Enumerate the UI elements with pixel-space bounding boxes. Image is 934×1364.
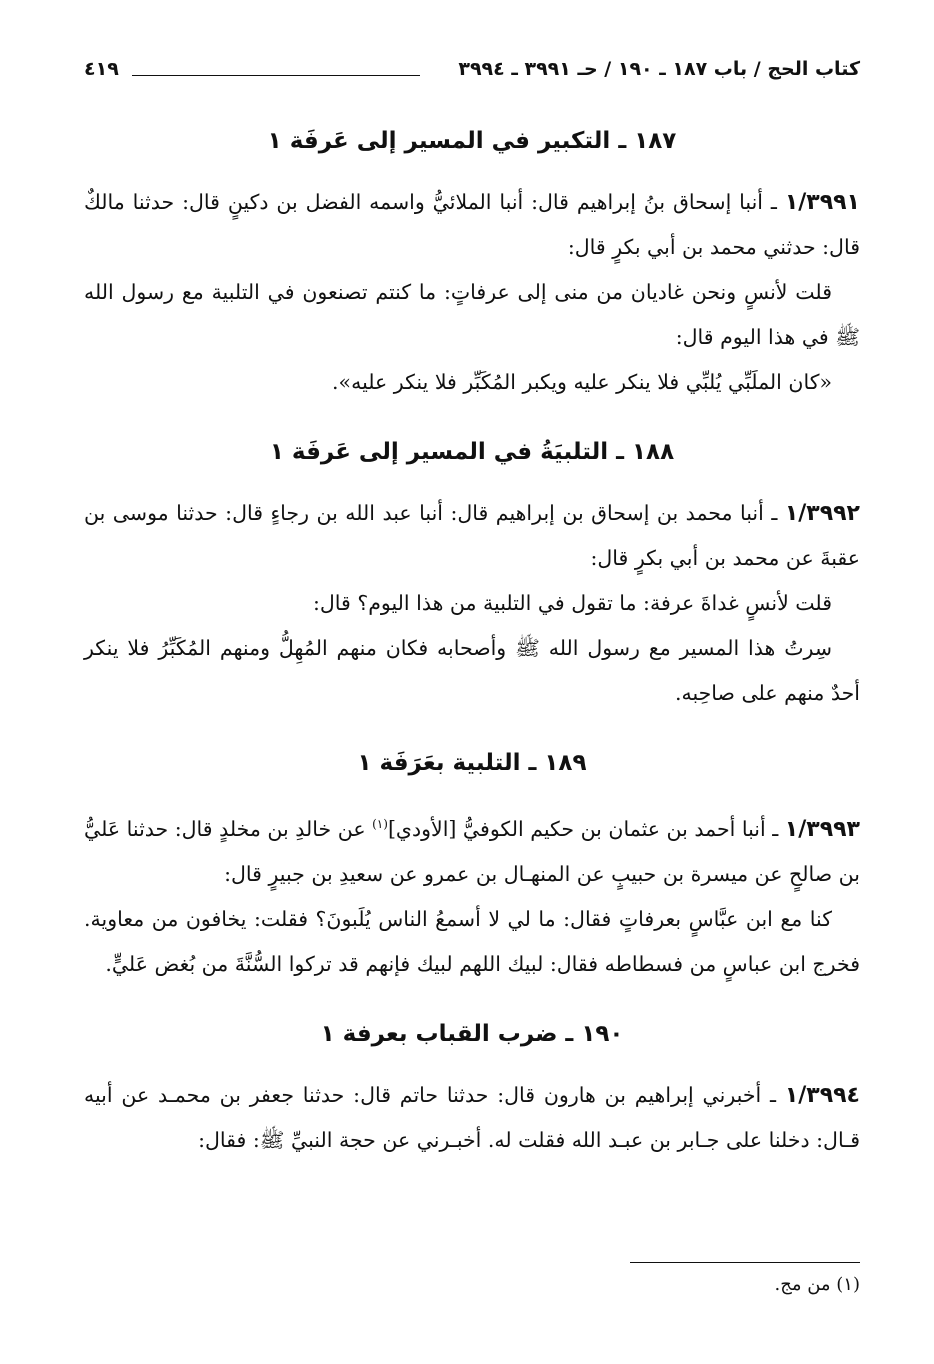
page-number: ٤١٩: [84, 58, 119, 80]
isnad-text-continued: عن خالدِ بن مخلدٍ قال: حدثنا عَليُّ بن صالحٍ عن ميسرة بن حبيبٍ عن المنهـال بن عمرو عن سعيدِ بن جبيرٍ قال:: [84, 816, 860, 886]
hadith-text: قلت لأنسٍ ونحن غاديان من منى إلى عرفاتٍ: ما كنتم تصنعون في التلبية مع رسول الله ﷺ في هذا اليوم قال:: [84, 280, 860, 349]
running-head-rule: [132, 75, 420, 76]
hadith-3991: [84, 180, 860, 405]
running-head: [84, 50, 860, 90]
hadith-number: ١/٣٩٩٢: [784, 501, 860, 526]
isnad-text: ـ أنبا محمد بن إسحاق بن إبراهيم قال: أنبا عبد الله بن رجاءٍ قال: حدثنا موسى بن عقبةَ عن محمد بن أبي بكرٍ قال:: [84, 501, 860, 570]
footnote: (١) من مج.: [774, 1274, 860, 1295]
hadith-number: ١/٣٩٩١: [784, 190, 860, 215]
hadith-text: كنا مع ابن عبَّاسٍ بعرفاتٍ فقال: ما لي لا أسمعُ الناس يُلَبونَ؟ فقلت: يخافون من معاوية. فخرج ابن عباسٍ من فسطاطه فقال: لبيك اللهم لبيك فإنهم قد تركوا السُّنَّةَ من بُغض عَليٍّ.: [84, 906, 860, 976]
hadith-text: قلت لأنسٍ غداةَ عرفة: ما تقول في التلبية من هذا اليوم؟ قال:: [312, 591, 832, 615]
hadith-3993: [84, 802, 860, 987]
footnote-marker[interactable]: (١): [372, 817, 388, 831]
hadith-number: ١/٣٩٩٤: [784, 1082, 860, 1108]
isnad-text: ـ أخبرني إبراهيم بن هارون قال: حدثنا حاتم قال: حدثنا جعفر بن محمـد عن أبيه قـال: دخلنا على جـابر بن عبـد الله فقلت له. أخبـرني عن حجة النبيِّ ﷺ: فقال:: [84, 1082, 860, 1152]
hadith-number: ١/٣٩٩٣: [784, 816, 860, 842]
hadith-3992: [84, 491, 860, 716]
hadith-3994: [84, 1073, 860, 1163]
hadith-isnad: [84, 802, 860, 897]
hadith-isnad: [84, 1073, 860, 1163]
chapter-heading-188: ١٨٨ ـ التلبيَةُ في المسير إلى عَرفَة ١: [269, 439, 675, 465]
footnote-rule: [630, 1262, 860, 1263]
hadith-text: «كان الملَبِّي يُلبِّي فلا ينكر عليه ويكبر المُكَبِّر فلا ينكر عليه».: [332, 370, 832, 394]
hadith-isnad: [84, 491, 860, 581]
chapter-heading-189: ١٨٩ ـ التلبية بعَرَفَة ١: [357, 750, 587, 776]
chapter-heading-190: ١٩٠ ـ ضرب القباب بعرفة ١: [320, 1020, 624, 1047]
chapter-heading-187: ١٨٧ ـ التكبير في المسير إلى عَرفَة ١: [267, 128, 677, 154]
isnad-text: ـ أنبا أحمد بن عثمان بن حكيم الكوفيُّ [الأودي]: [387, 816, 785, 841]
hadith-text: سِرتُ هذا المسير مع رسول الله ﷺ وأصحابه فكان منهم المُهِلُّ ومنهم المُكَبِّرُ فلا ينكر أحدٌ منهم على صاحِبه.: [84, 636, 860, 705]
hadith-isnad: [84, 180, 860, 270]
isnad-text: ـ أنبا إسحاق بنُ إبراهيم قال: أنبا الملائيُّ واسمه الفضل بن دكينٍ قال: حدثنا مالكٌ قال: حدثني محمد بن أبي بكرٍ قال:: [84, 190, 860, 259]
running-head-title: كتاب الحج / باب ١٨٧ ـ ١٩٠ / حـ ٣٩٩١ ـ ٣٩٩٤: [458, 58, 860, 80]
